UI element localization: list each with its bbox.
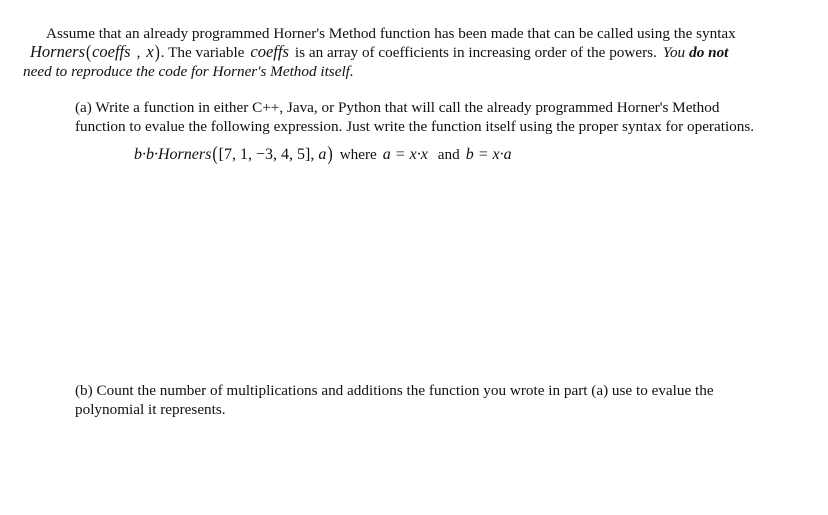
coeffs-arg: coeffs (92, 42, 131, 61)
x-arg: x (146, 42, 154, 61)
expr-arg-a: a (318, 146, 327, 163)
part-a-text-1: (a) Write a function in either C++, Java, or Python that will call the already programmed Horner's Method (75, 99, 720, 116)
def-b: b = x·a (465, 146, 512, 163)
part-a-line-1 (75, 99, 719, 117)
expr-close-paren: ) (327, 143, 333, 165)
expr-prefix: b·b· (134, 146, 158, 163)
intro-text-2: . The variable (160, 44, 245, 61)
intro-line-1 (46, 25, 736, 43)
expr-open-paren: ( (212, 143, 218, 165)
intro-line-3 (23, 63, 354, 81)
def-a: a = x·x (382, 146, 428, 163)
part-a-text-2: function to evalue the following expression. Just write the function itself using the proper syntax for operations. (75, 118, 755, 135)
intro-text-3: need to reproduce the code for Horner's Method itself. (23, 63, 354, 80)
part-b-text-1: (b) Count the number of multiplications and additions the function you wrote in part (a) use to evalue the (75, 382, 714, 399)
coeffs-variable: coeffs (250, 42, 289, 61)
intro-text-2-rest: is an array of coefficients in increasing order of the powers. (294, 44, 657, 61)
part-b-text-2: polynomial it represents. (75, 401, 226, 418)
close-paren: ) (154, 41, 160, 63)
note-you: You (662, 44, 686, 61)
expr-coeff-list: [7, 1, −3, 4, 5] (218, 146, 311, 163)
open-paren: ( (86, 41, 92, 63)
part-a-line-2 (75, 118, 754, 136)
where-text: where (339, 146, 377, 163)
part-b-line-1 (75, 382, 714, 400)
intro-line-2 (30, 43, 728, 62)
expr-function-name: Horners (158, 146, 212, 163)
part-a-expression: b·b·Horners([7, 1, −3, 4, 5], a) where a = x·x and b = x·a (134, 143, 512, 165)
note-do-not: do not (689, 44, 729, 61)
and-text: and (437, 146, 460, 163)
arg-comma: , (136, 44, 141, 61)
horners-function-name: Horners (30, 42, 86, 61)
part-b-line-2 (75, 401, 226, 419)
intro-text-1: Assume that an already programmed Horner's Method function has been made that can be called using the syntax (46, 25, 736, 42)
